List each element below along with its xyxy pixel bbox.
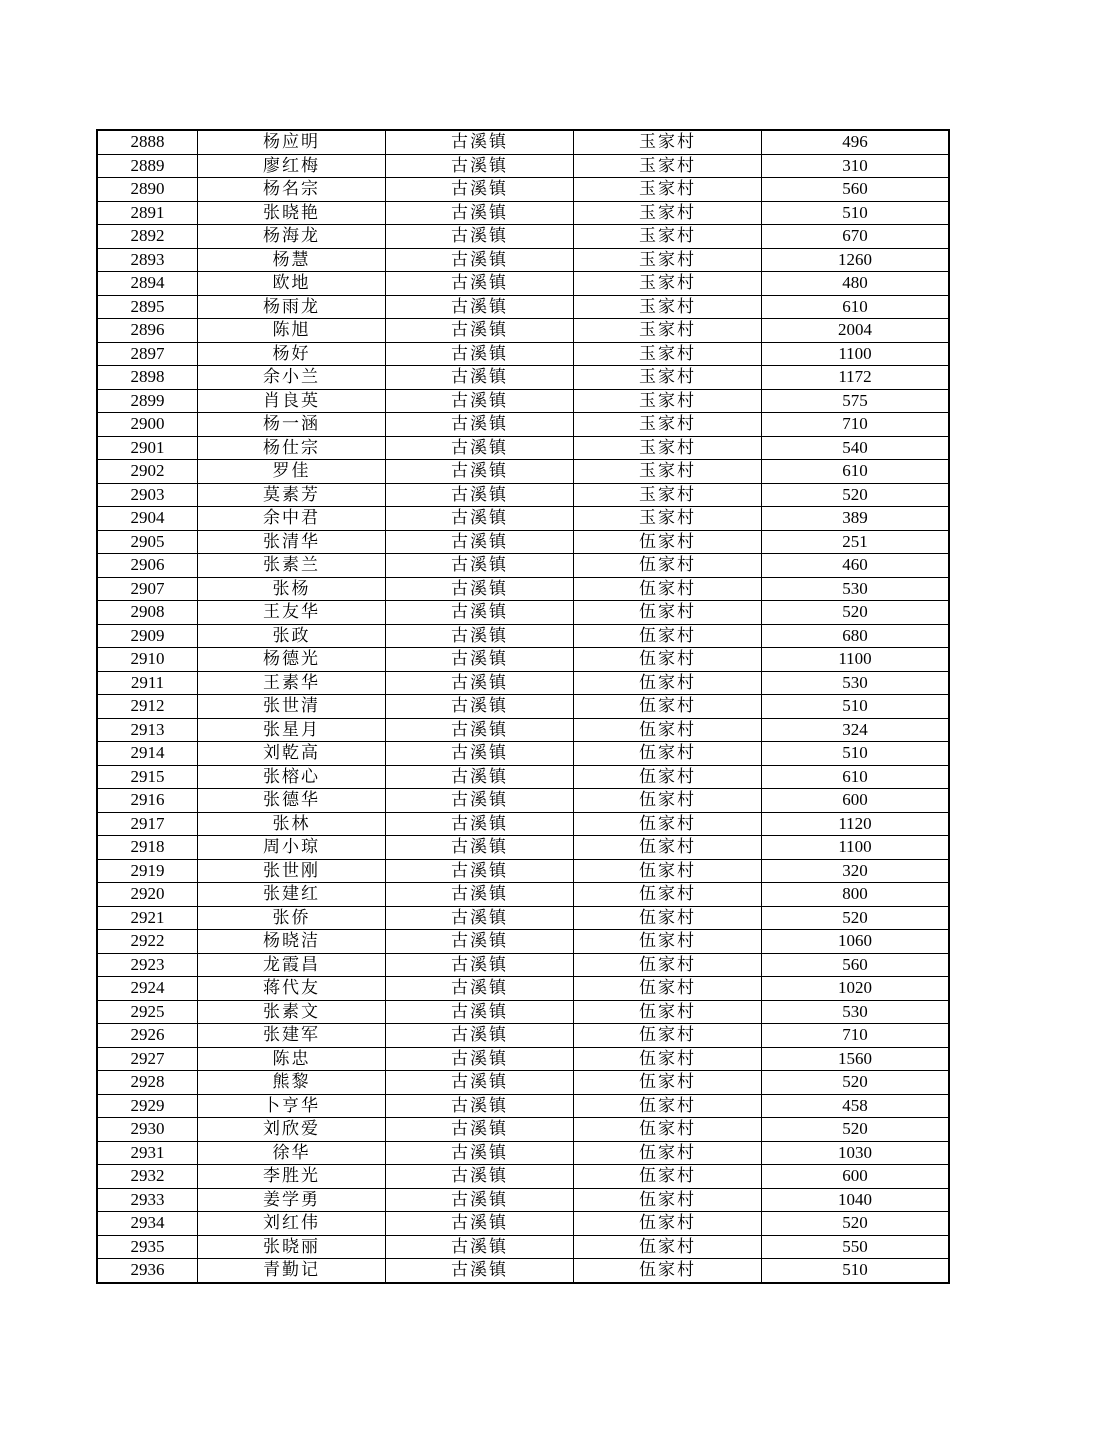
table-row [97, 812, 949, 836]
table-row [97, 789, 949, 813]
town-cell: 古溪镇 [386, 201, 574, 225]
town-cell: 古溪镇 [386, 248, 574, 272]
amount-cell: 1172 [762, 366, 950, 390]
town-cell: 古溪镇 [386, 413, 574, 437]
row-number-cell: 2888 [97, 130, 198, 154]
town-cell: 古溪镇 [386, 812, 574, 836]
name-cell: 欧地 [198, 272, 386, 296]
row-number-cell: 2926 [97, 1024, 198, 1048]
village-cell: 玉家村 [574, 319, 762, 343]
name-cell: 杨慧 [198, 248, 386, 272]
town-cell: 古溪镇 [386, 1141, 574, 1165]
amount-cell: 1100 [762, 342, 950, 366]
town-cell: 古溪镇 [386, 319, 574, 343]
records-table [96, 129, 950, 1284]
row-number-cell: 2891 [97, 201, 198, 225]
table-row [97, 319, 949, 343]
village-cell: 伍家村 [574, 1071, 762, 1095]
village-cell: 伍家村 [574, 1188, 762, 1212]
amount-cell: 510 [762, 201, 950, 225]
table-row [97, 765, 949, 789]
name-cell: 张侨 [198, 906, 386, 930]
table-row [97, 507, 949, 531]
amount-cell: 530 [762, 1000, 950, 1024]
table-row [97, 248, 949, 272]
table-row [97, 1259, 949, 1283]
name-cell: 徐华 [198, 1141, 386, 1165]
town-cell: 古溪镇 [386, 130, 574, 154]
row-number-cell: 2892 [97, 225, 198, 249]
village-cell: 玉家村 [574, 460, 762, 484]
name-cell: 姜学勇 [198, 1188, 386, 1212]
village-cell: 伍家村 [574, 601, 762, 625]
amount-cell: 520 [762, 483, 950, 507]
row-number-cell: 2907 [97, 577, 198, 601]
table-row [97, 883, 949, 907]
town-cell: 古溪镇 [386, 389, 574, 413]
row-number-cell: 2920 [97, 883, 198, 907]
name-cell: 杨晓洁 [198, 930, 386, 954]
town-cell: 古溪镇 [386, 342, 574, 366]
town-cell: 古溪镇 [386, 178, 574, 202]
town-cell: 古溪镇 [386, 272, 574, 296]
town-cell: 古溪镇 [386, 530, 574, 554]
table-row [97, 1071, 949, 1095]
town-cell: 古溪镇 [386, 1235, 574, 1259]
table-row [97, 225, 949, 249]
table-row [97, 154, 949, 178]
village-cell: 玉家村 [574, 389, 762, 413]
amount-cell: 480 [762, 272, 950, 296]
amount-cell: 550 [762, 1235, 950, 1259]
amount-cell: 540 [762, 436, 950, 460]
name-cell: 张星月 [198, 718, 386, 742]
amount-cell: 460 [762, 554, 950, 578]
town-cell: 古溪镇 [386, 953, 574, 977]
table-row [97, 930, 949, 954]
table-row [97, 1141, 949, 1165]
amount-cell: 458 [762, 1094, 950, 1118]
amount-cell: 560 [762, 953, 950, 977]
row-number-cell: 2918 [97, 836, 198, 860]
town-cell: 古溪镇 [386, 836, 574, 860]
table-row [97, 130, 949, 154]
row-number-cell: 2919 [97, 859, 198, 883]
row-number-cell: 2927 [97, 1047, 198, 1071]
row-number-cell: 2931 [97, 1141, 198, 1165]
village-cell: 玉家村 [574, 272, 762, 296]
town-cell: 古溪镇 [386, 225, 574, 249]
amount-cell: 520 [762, 1071, 950, 1095]
table-row [97, 413, 949, 437]
village-cell: 玉家村 [574, 342, 762, 366]
name-cell: 余小兰 [198, 366, 386, 390]
town-cell: 古溪镇 [386, 577, 574, 601]
table-row [97, 201, 949, 225]
row-number-cell: 2922 [97, 930, 198, 954]
amount-cell: 560 [762, 178, 950, 202]
amount-cell: 2004 [762, 319, 950, 343]
village-cell: 伍家村 [574, 1235, 762, 1259]
row-number-cell: 2893 [97, 248, 198, 272]
village-cell: 玉家村 [574, 130, 762, 154]
row-number-cell: 2904 [97, 507, 198, 531]
town-cell: 古溪镇 [386, 507, 574, 531]
amount-cell: 800 [762, 883, 950, 907]
table-row [97, 1235, 949, 1259]
village-cell: 玉家村 [574, 295, 762, 319]
table-row [97, 953, 949, 977]
row-number-cell: 2913 [97, 718, 198, 742]
table-row [97, 601, 949, 625]
name-cell: 杨海龙 [198, 225, 386, 249]
town-cell: 古溪镇 [386, 554, 574, 578]
town-cell: 古溪镇 [386, 1188, 574, 1212]
amount-cell: 510 [762, 742, 950, 766]
name-cell: 王素华 [198, 671, 386, 695]
amount-cell: 600 [762, 789, 950, 813]
table-row [97, 742, 949, 766]
amount-cell: 520 [762, 906, 950, 930]
amount-cell: 610 [762, 765, 950, 789]
town-cell: 古溪镇 [386, 1000, 574, 1024]
amount-cell: 670 [762, 225, 950, 249]
village-cell: 伍家村 [574, 1259, 762, 1283]
amount-cell: 1560 [762, 1047, 950, 1071]
table-row [97, 859, 949, 883]
village-cell: 伍家村 [574, 1141, 762, 1165]
village-cell: 伍家村 [574, 953, 762, 977]
name-cell: 罗佳 [198, 460, 386, 484]
name-cell: 张素兰 [198, 554, 386, 578]
name-cell: 刘乾高 [198, 742, 386, 766]
row-number-cell: 2889 [97, 154, 198, 178]
row-number-cell: 2899 [97, 389, 198, 413]
row-number-cell: 2906 [97, 554, 198, 578]
village-cell: 伍家村 [574, 671, 762, 695]
row-number-cell: 2900 [97, 413, 198, 437]
village-cell: 伍家村 [574, 1212, 762, 1236]
village-cell: 伍家村 [574, 930, 762, 954]
village-cell: 玉家村 [574, 366, 762, 390]
row-number-cell: 2921 [97, 906, 198, 930]
table-row [97, 695, 949, 719]
amount-cell: 251 [762, 530, 950, 554]
name-cell: 张世清 [198, 695, 386, 719]
row-number-cell: 2933 [97, 1188, 198, 1212]
row-number-cell: 2914 [97, 742, 198, 766]
name-cell: 杨雨龙 [198, 295, 386, 319]
amount-cell: 600 [762, 1165, 950, 1189]
village-cell: 伍家村 [574, 765, 762, 789]
table-row [97, 1165, 949, 1189]
village-cell: 玉家村 [574, 413, 762, 437]
name-cell: 张榕心 [198, 765, 386, 789]
row-number-cell: 2928 [97, 1071, 198, 1095]
amount-cell: 530 [762, 577, 950, 601]
row-number-cell: 2935 [97, 1235, 198, 1259]
village-cell: 伍家村 [574, 577, 762, 601]
amount-cell: 1060 [762, 930, 950, 954]
village-cell: 伍家村 [574, 977, 762, 1001]
town-cell: 古溪镇 [386, 648, 574, 672]
town-cell: 古溪镇 [386, 883, 574, 907]
amount-cell: 1100 [762, 836, 950, 860]
row-number-cell: 2898 [97, 366, 198, 390]
row-number-cell: 2932 [97, 1165, 198, 1189]
village-cell: 伍家村 [574, 624, 762, 648]
row-number-cell: 2923 [97, 953, 198, 977]
town-cell: 古溪镇 [386, 1165, 574, 1189]
town-cell: 古溪镇 [386, 695, 574, 719]
town-cell: 古溪镇 [386, 1024, 574, 1048]
town-cell: 古溪镇 [386, 601, 574, 625]
row-number-cell: 2930 [97, 1118, 198, 1142]
records-table-body [97, 130, 949, 1283]
amount-cell: 575 [762, 389, 950, 413]
name-cell: 刘红伟 [198, 1212, 386, 1236]
row-number-cell: 2936 [97, 1259, 198, 1283]
town-cell: 古溪镇 [386, 1094, 574, 1118]
town-cell: 古溪镇 [386, 295, 574, 319]
table-row [97, 342, 949, 366]
amount-cell: 389 [762, 507, 950, 531]
village-cell: 伍家村 [574, 812, 762, 836]
row-number-cell: 2934 [97, 1212, 198, 1236]
table-row [97, 1212, 949, 1236]
village-cell: 玉家村 [574, 154, 762, 178]
town-cell: 古溪镇 [386, 1212, 574, 1236]
row-number-cell: 2925 [97, 1000, 198, 1024]
village-cell: 玉家村 [574, 507, 762, 531]
name-cell: 杨名宗 [198, 178, 386, 202]
town-cell: 古溪镇 [386, 483, 574, 507]
name-cell: 陈忠 [198, 1047, 386, 1071]
town-cell: 古溪镇 [386, 1047, 574, 1071]
table-row [97, 295, 949, 319]
amount-cell: 710 [762, 413, 950, 437]
table-row [97, 483, 949, 507]
amount-cell: 1030 [762, 1141, 950, 1165]
town-cell: 古溪镇 [386, 624, 574, 648]
name-cell: 张政 [198, 624, 386, 648]
village-cell: 玉家村 [574, 225, 762, 249]
name-cell: 张建军 [198, 1024, 386, 1048]
row-number-cell: 2903 [97, 483, 198, 507]
table-row [97, 1000, 949, 1024]
row-number-cell: 2912 [97, 695, 198, 719]
town-cell: 古溪镇 [386, 859, 574, 883]
village-cell: 玉家村 [574, 436, 762, 460]
amount-cell: 520 [762, 601, 950, 625]
village-cell: 玉家村 [574, 483, 762, 507]
row-number-cell: 2909 [97, 624, 198, 648]
village-cell: 伍家村 [574, 789, 762, 813]
village-cell: 伍家村 [574, 648, 762, 672]
row-number-cell: 2905 [97, 530, 198, 554]
amount-cell: 520 [762, 1212, 950, 1236]
village-cell: 伍家村 [574, 883, 762, 907]
amount-cell: 496 [762, 130, 950, 154]
amount-cell: 310 [762, 154, 950, 178]
amount-cell: 1020 [762, 977, 950, 1001]
amount-cell: 610 [762, 460, 950, 484]
table-row [97, 836, 949, 860]
table-row [97, 624, 949, 648]
row-number-cell: 2894 [97, 272, 198, 296]
name-cell: 张晓丽 [198, 1235, 386, 1259]
row-number-cell: 2917 [97, 812, 198, 836]
town-cell: 古溪镇 [386, 977, 574, 1001]
town-cell: 古溪镇 [386, 789, 574, 813]
amount-cell: 324 [762, 718, 950, 742]
name-cell: 张晓艳 [198, 201, 386, 225]
village-cell: 伍家村 [574, 1094, 762, 1118]
amount-cell: 320 [762, 859, 950, 883]
table-row [97, 460, 949, 484]
name-cell: 张林 [198, 812, 386, 836]
amount-cell: 1040 [762, 1188, 950, 1212]
name-cell: 张素文 [198, 1000, 386, 1024]
name-cell: 张清华 [198, 530, 386, 554]
village-cell: 伍家村 [574, 836, 762, 860]
table-row [97, 1118, 949, 1142]
table-row [97, 671, 949, 695]
village-cell: 伍家村 [574, 1000, 762, 1024]
row-number-cell: 2910 [97, 648, 198, 672]
village-cell: 玉家村 [574, 178, 762, 202]
village-cell: 伍家村 [574, 530, 762, 554]
table-row [97, 1094, 949, 1118]
table-row [97, 1047, 949, 1071]
row-number-cell: 2902 [97, 460, 198, 484]
town-cell: 古溪镇 [386, 671, 574, 695]
row-number-cell: 2915 [97, 765, 198, 789]
row-number-cell: 2924 [97, 977, 198, 1001]
amount-cell: 1260 [762, 248, 950, 272]
name-cell: 青勤记 [198, 1259, 386, 1283]
town-cell: 古溪镇 [386, 718, 574, 742]
town-cell: 古溪镇 [386, 366, 574, 390]
table-row [97, 648, 949, 672]
name-cell: 李胜光 [198, 1165, 386, 1189]
village-cell: 伍家村 [574, 695, 762, 719]
town-cell: 古溪镇 [386, 460, 574, 484]
table-row [97, 272, 949, 296]
village-cell: 伍家村 [574, 1165, 762, 1189]
row-number-cell: 2901 [97, 436, 198, 460]
table-row [97, 1024, 949, 1048]
name-cell: 杨应明 [198, 130, 386, 154]
name-cell: 王友华 [198, 601, 386, 625]
name-cell: 陈旭 [198, 319, 386, 343]
name-cell: 张世刚 [198, 859, 386, 883]
amount-cell: 1100 [762, 648, 950, 672]
town-cell: 古溪镇 [386, 765, 574, 789]
name-cell: 杨好 [198, 342, 386, 366]
village-cell: 伍家村 [574, 742, 762, 766]
town-cell: 古溪镇 [386, 906, 574, 930]
name-cell: 蒋代友 [198, 977, 386, 1001]
name-cell: 熊黎 [198, 1071, 386, 1095]
table-row [97, 389, 949, 413]
amount-cell: 530 [762, 671, 950, 695]
table-row [97, 530, 949, 554]
row-number-cell: 2929 [97, 1094, 198, 1118]
town-cell: 古溪镇 [386, 1118, 574, 1142]
name-cell: 廖红梅 [198, 154, 386, 178]
name-cell: 张杨 [198, 577, 386, 601]
town-cell: 古溪镇 [386, 930, 574, 954]
table-row [97, 1188, 949, 1212]
town-cell: 古溪镇 [386, 1259, 574, 1283]
row-number-cell: 2896 [97, 319, 198, 343]
village-cell: 伍家村 [574, 906, 762, 930]
row-number-cell: 2908 [97, 601, 198, 625]
town-cell: 古溪镇 [386, 1071, 574, 1095]
name-cell: 莫素芳 [198, 483, 386, 507]
name-cell: 卜亨华 [198, 1094, 386, 1118]
row-number-cell: 2890 [97, 178, 198, 202]
village-cell: 玉家村 [574, 248, 762, 272]
village-cell: 伍家村 [574, 1047, 762, 1071]
row-number-cell: 2895 [97, 295, 198, 319]
village-cell: 伍家村 [574, 859, 762, 883]
table-row [97, 906, 949, 930]
village-cell: 玉家村 [574, 201, 762, 225]
amount-cell: 610 [762, 295, 950, 319]
table-row [97, 977, 949, 1001]
town-cell: 古溪镇 [386, 154, 574, 178]
row-number-cell: 2911 [97, 671, 198, 695]
village-cell: 伍家村 [574, 718, 762, 742]
village-cell: 伍家村 [574, 1024, 762, 1048]
row-number-cell: 2916 [97, 789, 198, 813]
name-cell: 张建红 [198, 883, 386, 907]
name-cell: 刘欣爱 [198, 1118, 386, 1142]
name-cell: 杨一涵 [198, 413, 386, 437]
table-row [97, 718, 949, 742]
name-cell: 肖良英 [198, 389, 386, 413]
name-cell: 龙霞昌 [198, 953, 386, 977]
amount-cell: 510 [762, 695, 950, 719]
town-cell: 古溪镇 [386, 742, 574, 766]
table-row [97, 577, 949, 601]
table-row [97, 366, 949, 390]
name-cell: 杨仕宗 [198, 436, 386, 460]
name-cell: 周小琼 [198, 836, 386, 860]
amount-cell: 1120 [762, 812, 950, 836]
amount-cell: 680 [762, 624, 950, 648]
amount-cell: 510 [762, 1259, 950, 1283]
town-cell: 古溪镇 [386, 436, 574, 460]
amount-cell: 520 [762, 1118, 950, 1142]
name-cell: 余中君 [198, 507, 386, 531]
name-cell: 张德华 [198, 789, 386, 813]
table-row [97, 178, 949, 202]
table-row [97, 436, 949, 460]
village-cell: 伍家村 [574, 554, 762, 578]
table-row [97, 554, 949, 578]
row-number-cell: 2897 [97, 342, 198, 366]
village-cell: 伍家村 [574, 1118, 762, 1142]
name-cell: 杨德光 [198, 648, 386, 672]
amount-cell: 710 [762, 1024, 950, 1048]
